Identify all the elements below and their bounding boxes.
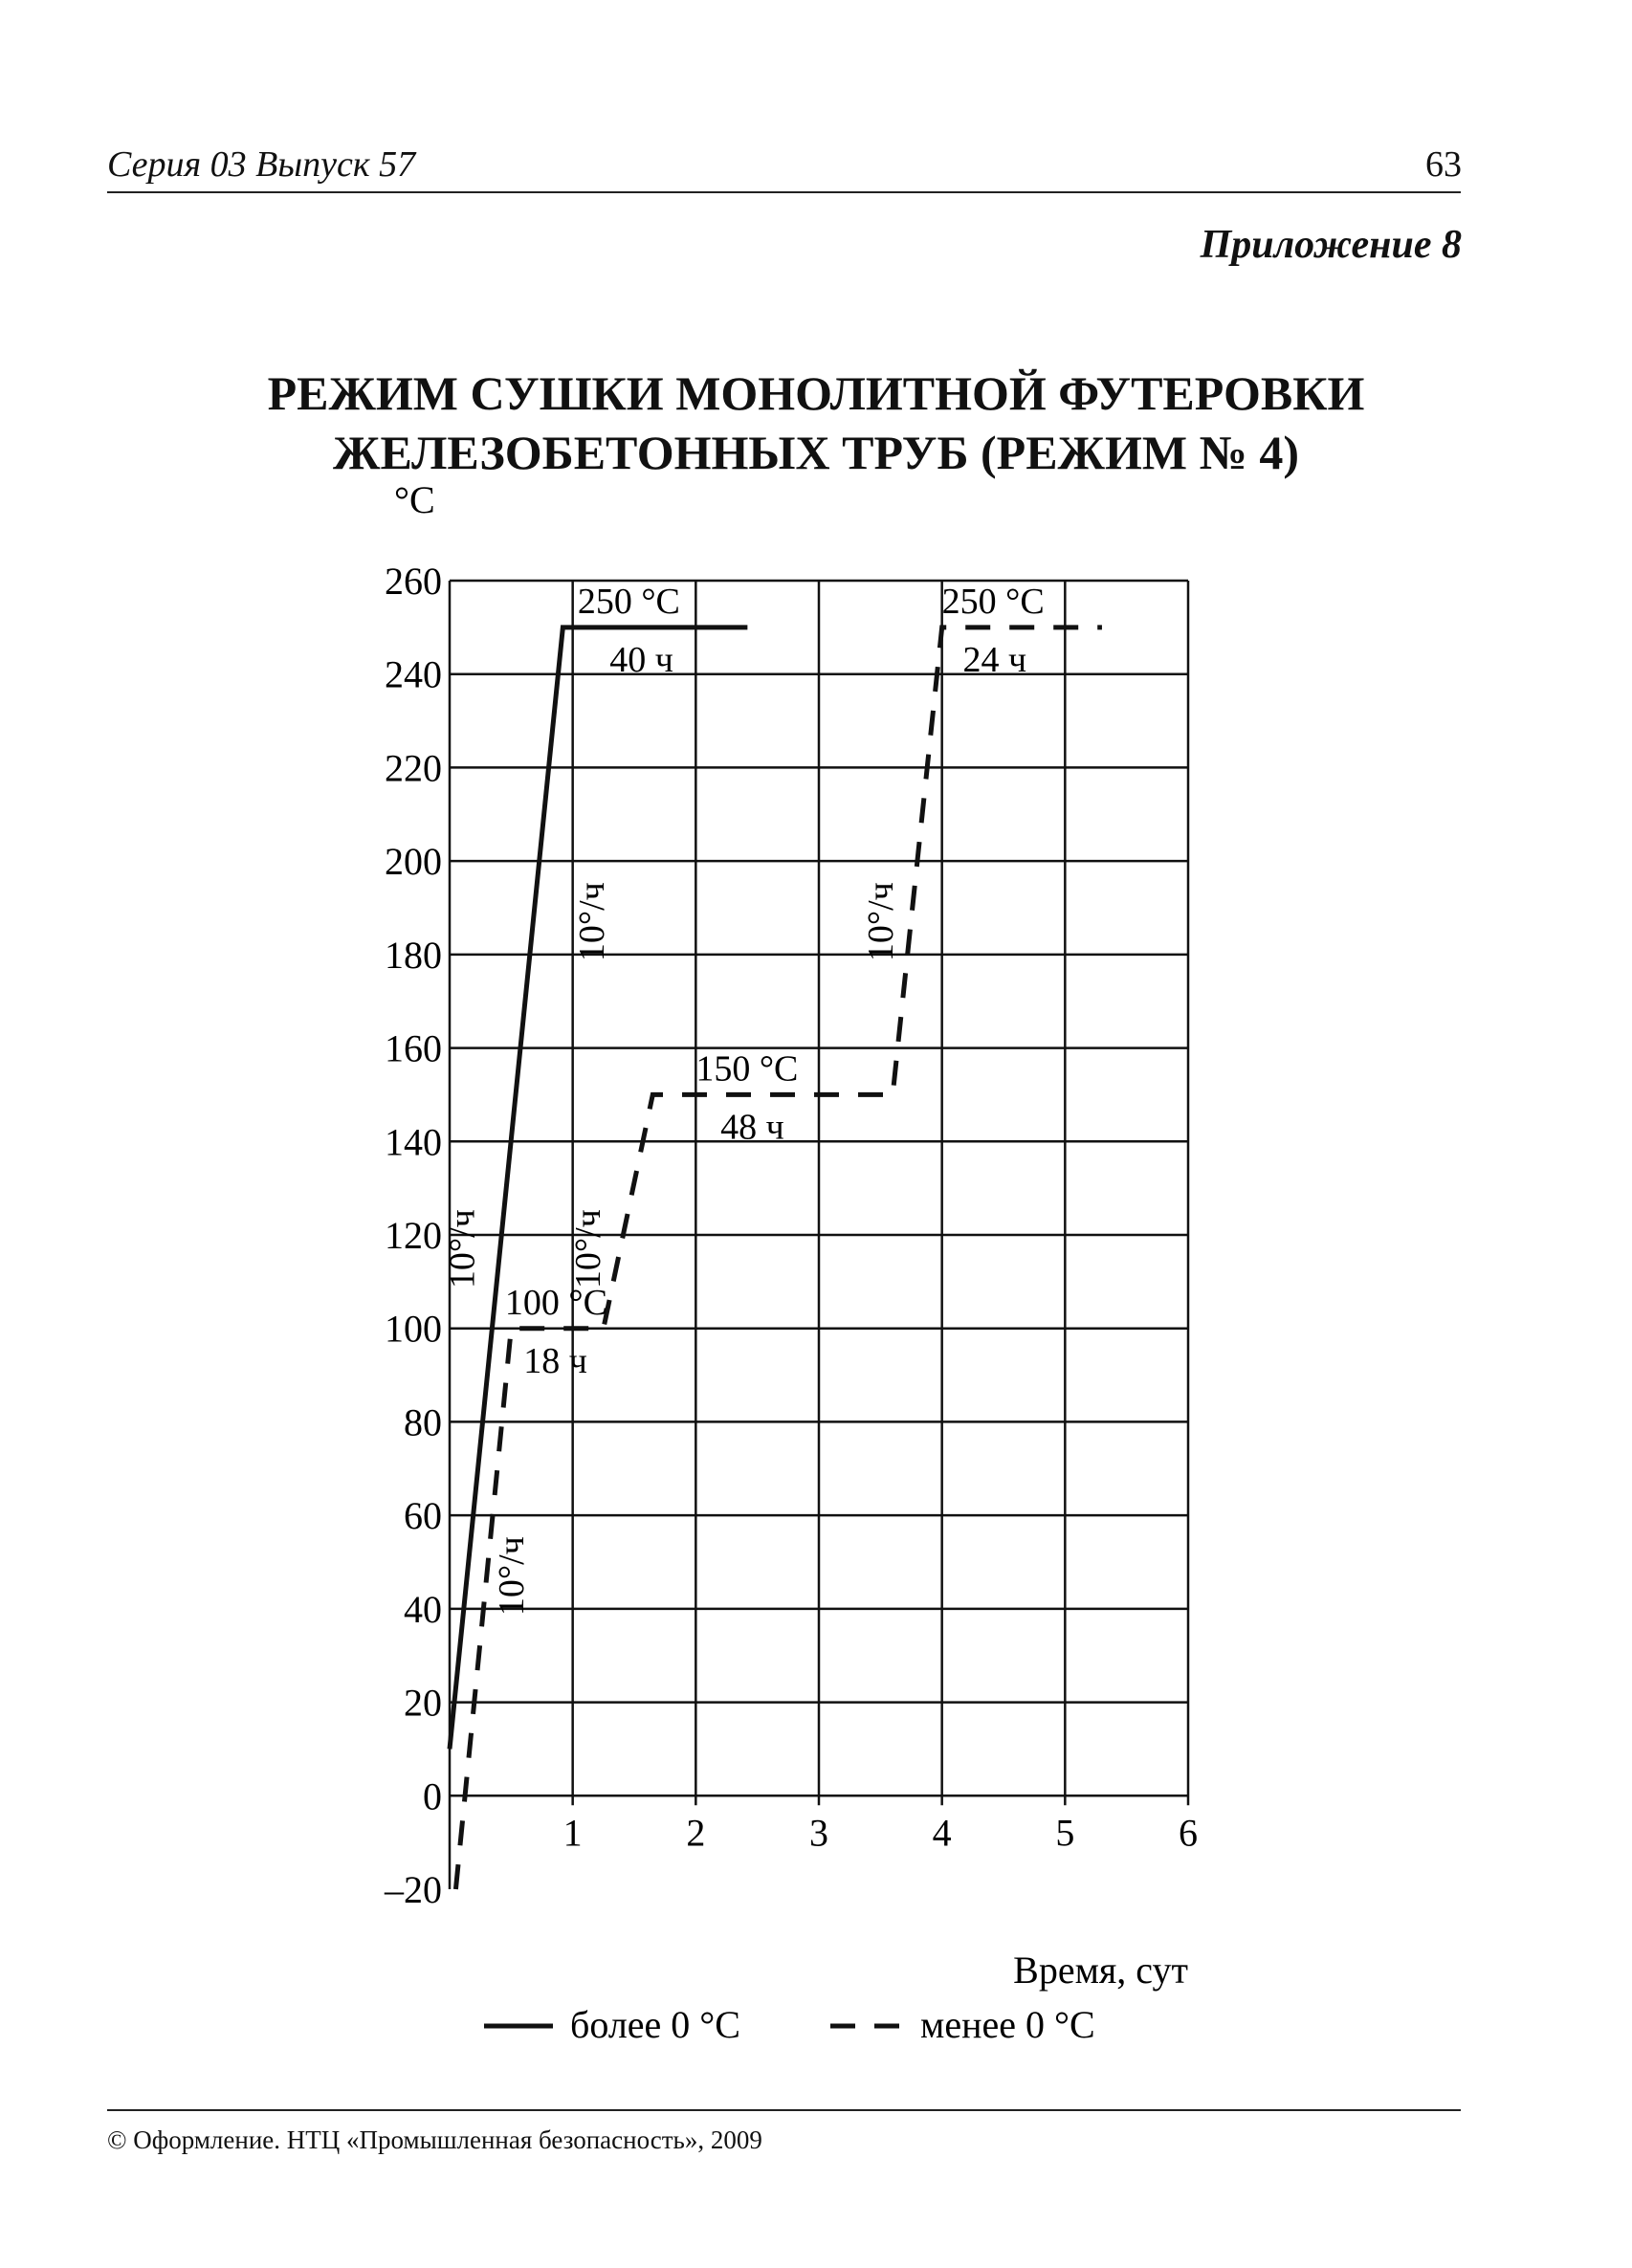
annotation-label: 48 ч <box>720 1107 784 1148</box>
annotation-label: 150 °С <box>695 1048 799 1090</box>
annotation-label: 18 ч <box>523 1340 587 1381</box>
footer-divider <box>107 2109 1461 2111</box>
y-tick-label: 160 <box>385 1026 442 1070</box>
annotation-label: 10°/ч <box>571 882 612 962</box>
title-line-1: РЕЖИМ СУШКИ МОНОЛИТНОЙ ФУТЕРОВКИ <box>267 366 1365 420</box>
chart-grid <box>450 581 1188 1889</box>
y-tick-label: 200 <box>385 840 442 884</box>
x-tick-label: 3 <box>809 1811 828 1855</box>
annotation-label: 10°/ч <box>492 1536 533 1617</box>
series-line-2 <box>455 628 1102 1889</box>
legend-label: более 0 °С <box>570 2003 740 2046</box>
footer-copyright: © Оформление. НТЦ «Промышленная безопасность», 2009 <box>107 2125 762 2154</box>
appendix-label: Приложение 8 <box>1200 223 1462 267</box>
y-axis-label: °C <box>394 478 435 521</box>
title-line-2: ЖЕЛЕЗОБЕТОННЫХ ТРУБ (РЕЖИМ № 4) <box>333 426 1299 479</box>
chart-annotations <box>443 582 1045 1616</box>
x-tick-label: 1 <box>562 1811 583 1855</box>
annotation-label: 10°/ч <box>442 1209 483 1289</box>
x-tick-label: 2 <box>686 1811 706 1855</box>
y-tick-label: 240 <box>385 652 442 696</box>
chart-series <box>450 628 1102 1889</box>
y-tick-label: 220 <box>385 746 442 790</box>
y-tick-label: 140 <box>385 1120 442 1164</box>
y-tick-label: 0 <box>423 1774 442 1818</box>
y-tick-label: 180 <box>385 933 442 977</box>
series-label: Серия 03 Выпуск 57 <box>107 144 416 185</box>
y-tick-label: 60 <box>404 1494 442 1538</box>
x-axis-label: Время, сут <box>1013 1949 1188 1992</box>
annotation-label: 10°/ч <box>861 882 902 962</box>
y-tick-label: 40 <box>404 1587 442 1631</box>
legend-label: менее 0 °С <box>920 2003 1095 2046</box>
chart-legend <box>484 2003 1095 2046</box>
annotation-label: 24 ч <box>962 640 1027 681</box>
y-tick-label: 100 <box>385 1307 442 1351</box>
y-tick-label: 260 <box>385 560 442 603</box>
y-tick-label: 80 <box>404 1400 442 1444</box>
y-tick-label: 20 <box>404 1681 442 1725</box>
annotation-label: 10°/ч <box>567 1209 608 1289</box>
page-number: 63 <box>1425 144 1462 185</box>
annotation-label: 100 °С <box>504 1282 607 1323</box>
x-tick-label: 6 <box>1179 1811 1198 1855</box>
annotation-label: 40 ч <box>609 640 673 681</box>
y-tick-label: –20 <box>385 1868 442 1911</box>
annotation-label: 250 °С <box>577 581 680 622</box>
x-tick-label: 4 <box>932 1811 952 1855</box>
x-tick-label: 5 <box>1055 1811 1075 1855</box>
annotation-label: 250 °С <box>941 581 1045 622</box>
y-tick-label: 120 <box>385 1214 442 1257</box>
